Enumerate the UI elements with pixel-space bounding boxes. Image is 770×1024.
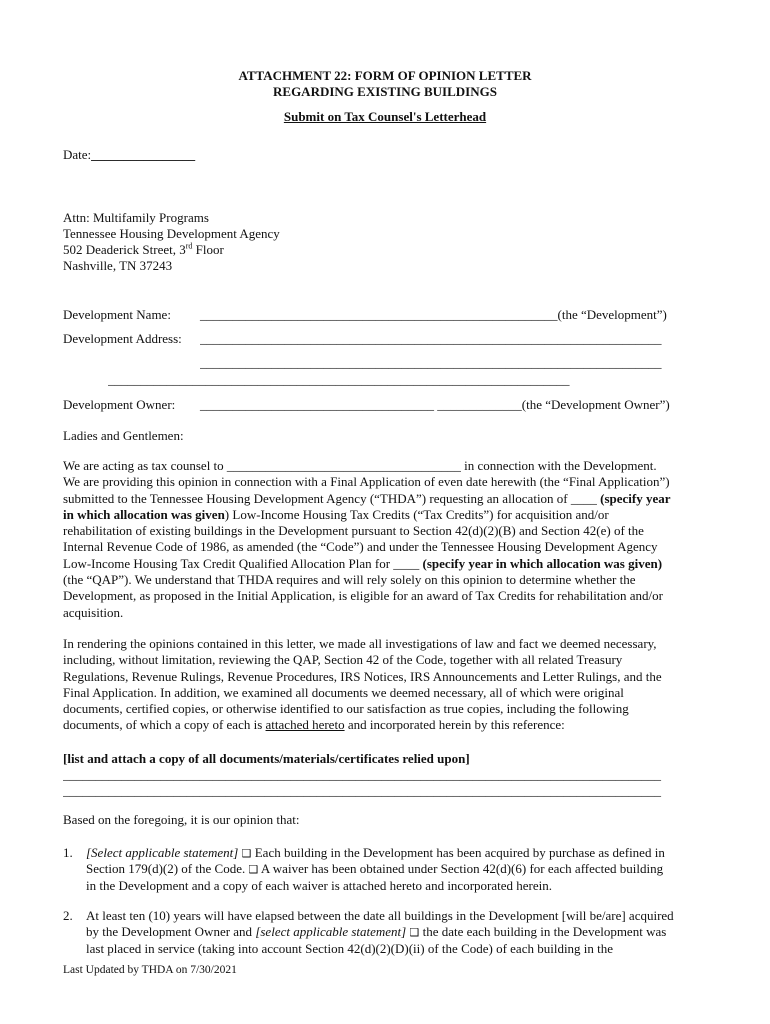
paragraph-1-line-3 bbox=[63, 491, 709, 507]
date-row bbox=[63, 147, 195, 163]
paragraph-1-specify-year-start: (specify year bbox=[600, 490, 671, 506]
item-number: 2. bbox=[63, 908, 73, 923]
footer-last-updated: Last Updated by THDA on 7/30/2021 bbox=[63, 964, 237, 976]
item-1-line-3: in the Development and a copy of each waiver is attached hereto and incorporated herein. bbox=[86, 877, 552, 893]
agency-name: Tennessee Housing Development Agency bbox=[63, 226, 280, 241]
item-2-line-1: At least ten (10) years will have elapsed between the date all buildings in the Development [will be/are] acquired bbox=[86, 908, 674, 923]
development-owner-field[interactable]: ____________________________________ _____________(the “Development Owner”) bbox=[200, 397, 670, 412]
item-2-line-2-end: the date each building in the Development was bbox=[419, 924, 667, 940]
item-2-line-3: last placed in service (taking into account Section 42(d)(2)(D)(ii) of the Code) of each building in the bbox=[86, 940, 614, 956]
development-owner-label: Development Owner: bbox=[63, 397, 176, 412]
subtitle: Submit on Tax Counsel's Letterhead bbox=[283, 109, 487, 124]
paragraph-2-line-6-text: documents, of which a copy of each is bbox=[63, 717, 266, 733]
select-applicable-statement: [Select applicable statement] bbox=[86, 845, 239, 860]
street-address-main: 502 Deaderick Street, 3 bbox=[63, 242, 186, 257]
street-address-floor: Floor bbox=[192, 242, 224, 257]
development-address-field-2[interactable]: _______________________________________________________________________ bbox=[200, 355, 662, 370]
documents-list-line-1[interactable]: ____________________________________________________________________________________________ bbox=[63, 767, 661, 782]
checkbox-icon[interactable]: ❑ bbox=[248, 863, 259, 877]
paragraph-1 bbox=[63, 458, 709, 621]
item-1-line-2 bbox=[86, 861, 709, 878]
paragraph-1-line-3-text: submitted to the Tennessee Housing Development Agency (“THDA”) requesting an allocation of ____ bbox=[63, 490, 601, 506]
date-label: Date: bbox=[63, 147, 92, 162]
paragraph-1-line-5: rehabilitation of existing buildings in the Development pursuant to Section 42(d)(2)(B) and Section 42(e) of the bbox=[63, 523, 644, 539]
paragraph-1-line-4 bbox=[63, 507, 709, 523]
item-1-line-1 bbox=[86, 845, 709, 862]
title-line-2: REGARDING EXISTING BUILDINGS bbox=[273, 84, 497, 99]
paragraph-2-line-2: including, without limitation, reviewing the QAP, Section 42 of the Code, together with all related Treasury bbox=[63, 652, 623, 668]
attn-line: Attn: Multifamily Programs bbox=[63, 210, 209, 225]
attached-hereto-text: attached hereto bbox=[265, 717, 345, 733]
paragraph-1-line-9: Development, as proposed in the Initial Application, is eligible for an award of Tax Credits for rehabilitation and/or bbox=[63, 588, 663, 604]
paragraph-1-line-6: Internal Revenue Code of 1986, as amended (the “Code”) and under the Tennessee Housing Development Agency bbox=[63, 539, 658, 555]
paragraph-1-line-7 bbox=[63, 556, 709, 572]
select-applicable-statement: [select applicable statement] bbox=[255, 924, 407, 940]
paragraph-1-line-2: We are providing this opinion in connection with a Final Application of even date herewith (the “Final Application”) bbox=[63, 474, 670, 490]
paragraph-2-line-1: In rendering the opinions contained in this letter, we made all investigations of law and fact we deemed necessary, bbox=[63, 636, 657, 651]
paragraph-1-line-1: We are acting as tax counsel to ____________________________________ in connection with the Development. bbox=[63, 458, 657, 473]
opinion-intro: Based on the foregoing, it is our opinion that: bbox=[63, 812, 300, 827]
floor-ordinal-suffix: rd bbox=[185, 241, 193, 251]
paragraph-2-line-6-end: and incorporated herein by this reference: bbox=[344, 717, 565, 733]
city-state-zip: Nashville, TN 37243 bbox=[63, 258, 173, 273]
paragraph-1-line-7-text: Low-Income Housing Tax Credit Qualified Allocation Plan for ____ bbox=[63, 555, 423, 571]
paragraph-1-line-10: acquisition. bbox=[63, 604, 124, 620]
paragraph-2-line-4: Final Application. In addition, we examined all documents we deemed necessary, all of which were original bbox=[63, 684, 624, 700]
title-line-1: ATTACHMENT 22: FORM OF OPINION LETTER bbox=[238, 68, 532, 83]
item-1-option-a-end: Section 179(d)(2) of the Code. bbox=[86, 861, 249, 877]
paragraph-1-specify-year-qap: (specify year in which allocation was given) bbox=[422, 555, 663, 571]
paragraph-1-line-8: (the “QAP”). We understand that THDA requires and will rely solely on this opinion to determine whether the bbox=[63, 572, 636, 588]
documents-list-heading: [list and attach a copy of all documents/materials/certificates relied upon] bbox=[63, 751, 470, 766]
date-blank: ________________ bbox=[91, 147, 196, 162]
item-1-option-b-text: A waiver has been obtained under Section 42(d)(6) for each affected building bbox=[258, 861, 664, 877]
salutation: Ladies and Gentlemen: bbox=[63, 428, 184, 443]
paragraph-2-line-6 bbox=[63, 717, 709, 733]
checkbox-icon[interactable]: ❑ bbox=[409, 926, 420, 940]
documents-list-line-2[interactable]: ____________________________________________________________________________________________ bbox=[63, 783, 661, 798]
development-address-label: Development Address: bbox=[63, 331, 182, 346]
development-name-label: Development Name: bbox=[63, 307, 171, 322]
checkbox-icon[interactable]: ❑ bbox=[241, 847, 252, 860]
paragraph-1-line-4-text: ) Low-Income Housing Tax Credits (“Tax Credits”) for acquisition and/or bbox=[224, 506, 609, 522]
item-2-line-2-text: by the Development Owner and bbox=[86, 924, 256, 940]
street-address bbox=[63, 242, 224, 258]
paragraph-2-line-3: Regulations, Revenue Rulings, Revenue Procedures, IRS Notices, IRS Announcements and Letter Rulings, and the bbox=[63, 668, 662, 684]
development-address-field-3[interactable]: _______________________________________________________________________ bbox=[108, 372, 570, 387]
paragraph-1-specify-year-end: in which allocation was given bbox=[63, 506, 225, 522]
item-number: 1. bbox=[63, 845, 73, 860]
paragraph-2 bbox=[63, 636, 709, 734]
item-1-option-a-text: Each building in the Development has been acquired by purchase as defined in bbox=[251, 845, 665, 860]
development-name-field[interactable]: _______________________________________________________(the “Development”) bbox=[200, 307, 667, 322]
item-2-line-2 bbox=[86, 924, 709, 941]
development-address-field-1[interactable]: _______________________________________________________________________ bbox=[200, 331, 662, 346]
paragraph-2-line-5: documents, certified copies, or otherwise identified to our satisfaction as true copies, including the following bbox=[63, 701, 629, 717]
